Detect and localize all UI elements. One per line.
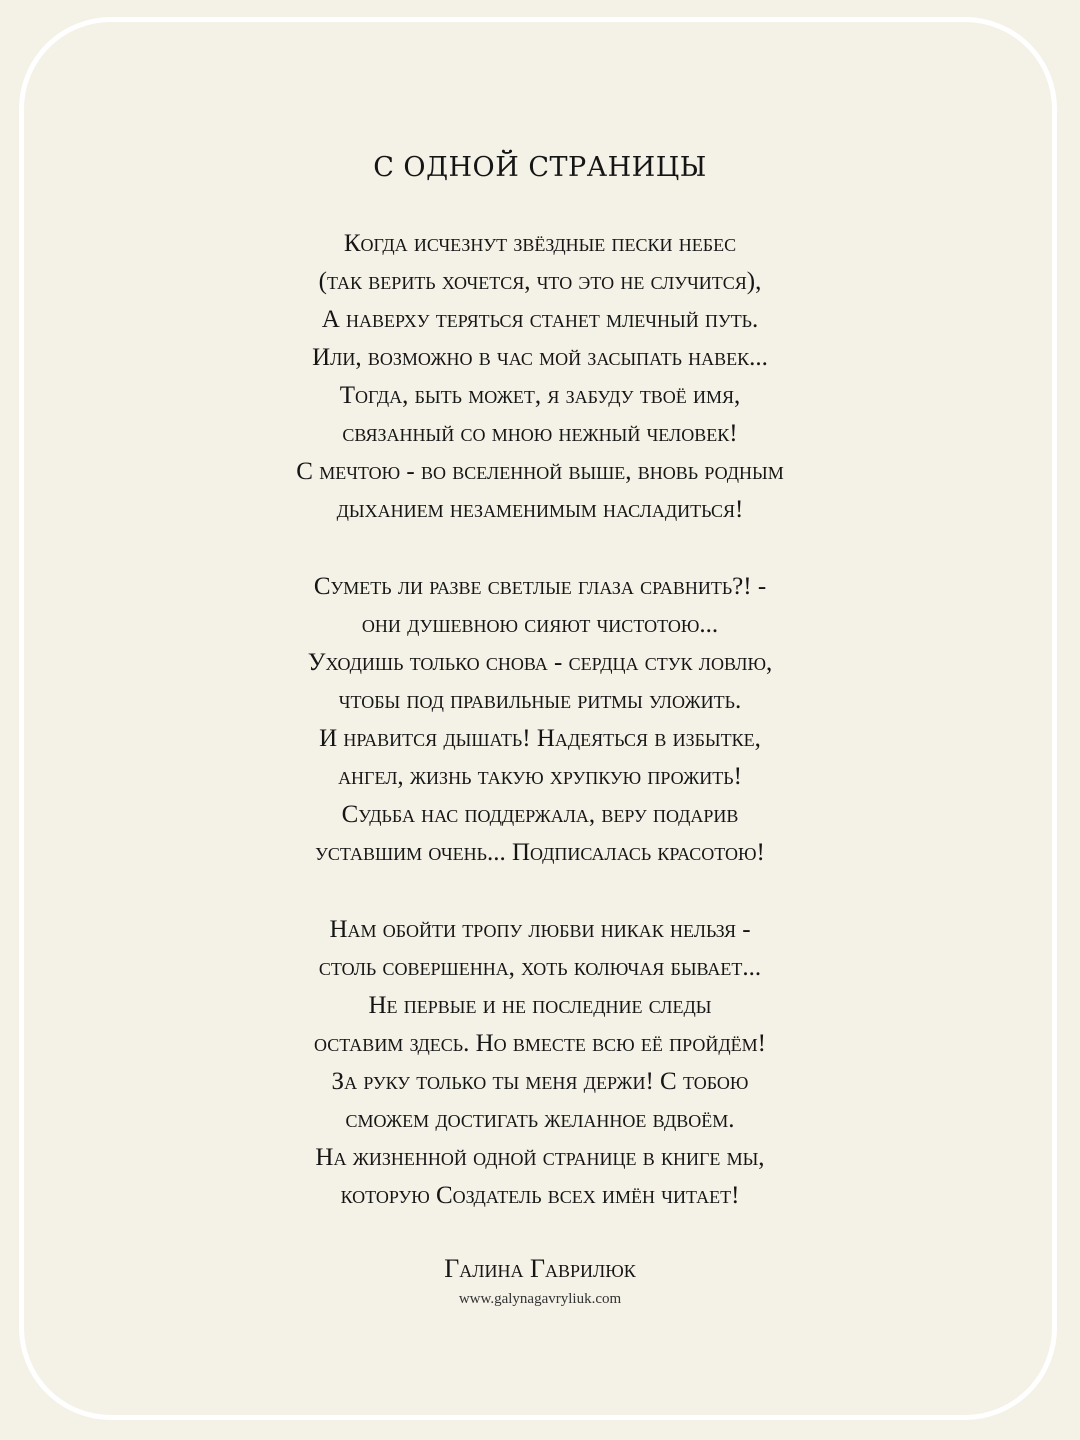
poem-line: Или, возможно в час мой засыпать навек... — [312, 344, 768, 371]
poem-line: уставшим очень... Подписалась красотою! — [315, 839, 765, 866]
poem-line: сможем достигать желанное вдвоём. — [345, 1106, 735, 1133]
poem-title: С ОДНОЙ СТРАНИЦЫ — [373, 152, 707, 183]
stanza-3 — [0, 911, 1080, 1215]
poem-line: дыханием незаменимым насладиться! — [336, 496, 744, 523]
poem-line: они душевною сияют чистотою... — [361, 611, 719, 638]
stanza-2 — [0, 568, 1080, 872]
poem-line: связанный со мною нежный человек! — [342, 420, 738, 447]
poem-line: чтобы под правильные ритмы уложить. — [338, 687, 742, 714]
poem-line: А наверху теряться станет млечный путь. — [321, 306, 759, 333]
poem-line: За руку только ты меня держи! С тобою — [331, 1068, 749, 1095]
author-website: www.galynagavryliuk.com — [458, 1291, 622, 1307]
poem-line: Когда исчезнут звёздные пески небес — [343, 230, 737, 257]
poem-line: оставим здесь. Но вместе всю её пройдём! — [313, 1030, 766, 1057]
poem-line: ангел, жизнь такую хрупкую прожить! — [338, 763, 742, 790]
poem-line: Тогда, быть может, я забуду твоё имя, — [339, 382, 741, 409]
author-name: Галина Гаврилюк — [444, 1254, 636, 1283]
poem-line: На жизненной одной странице в книге мы, — [315, 1144, 765, 1171]
stanza-1 — [0, 225, 1080, 529]
poem-line: Уходишь только снова - сердца стук ловлю, — [307, 649, 773, 676]
poem-line: Суметь ли разве светлые глаза сравнить?! - — [313, 573, 767, 600]
poem-line: И нравится дышать! Надеяться в избытке, — [319, 725, 761, 752]
poem-line: (так верить хочется, что это не случится), — [318, 268, 762, 295]
poem-line: С мечтою - во вселенной выше, вновь родным — [296, 458, 784, 485]
poem-line: которую Создатель всех имён читает! — [340, 1182, 740, 1209]
poem-line: Судьба нас поддержала, веру подарив — [341, 801, 739, 828]
poem-line: Нам обойти тропу любви никак нельзя - — [329, 916, 751, 943]
poem-line: Не первые и не последние следы — [368, 992, 712, 1019]
poem-line: столь совершенна, хоть колючая бывает... — [318, 954, 762, 981]
